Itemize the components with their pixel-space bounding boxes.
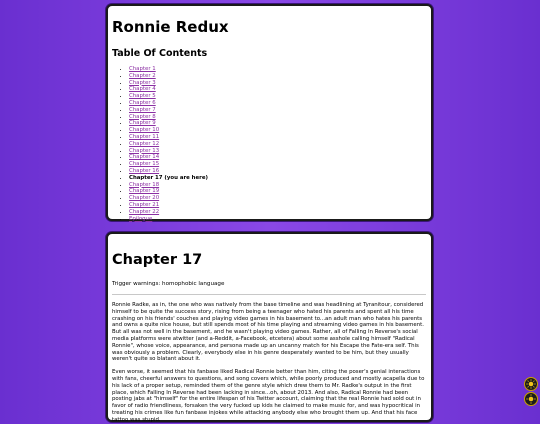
toc-link[interactable]: Epilogue — [129, 215, 153, 222]
toc-item — [129, 182, 426, 189]
toc-heading: Table Of Contents — [112, 48, 208, 59]
toc-link[interactable]: Chapter 8 — [129, 113, 156, 120]
chapter-title: Chapter 17 — [112, 252, 203, 268]
toc-link[interactable]: Chapter 18 — [129, 181, 160, 188]
toc-link[interactable]: Chapter 7 — [129, 106, 156, 113]
toc-item — [129, 73, 426, 80]
toc-item — [129, 148, 426, 155]
toc-link[interactable]: Chapter 11 — [129, 133, 160, 140]
toc-card — [106, 4, 433, 221]
toc-item — [129, 100, 426, 107]
toc-item — [129, 66, 426, 73]
toc-item — [129, 168, 426, 175]
toc-item — [129, 86, 426, 93]
toc-link[interactable]: Chapter 16 — [129, 167, 160, 174]
toc-link[interactable]: Chapter 4 — [129, 86, 156, 93]
theme-toggle-button[interactable] — [524, 377, 538, 391]
chapter-paragraph: Even worse, it seemed that his fanbase liked Radical Ronnie better than him, citing the poser's genial interactions with fans, cheerful answers to questions, and song covers which, while poorly produced and mostly acapella due to his lack of a proper setup, reminded them of the genre style which drew them to Mr. Radke's output in the first place, which Falling In Reverse had been lacking in since...oh, about 2013. And also, Radical Ronnie had been posting jabs at "himself" for the entire lifespan of his Twitter account, claiming that the real Ronnie had sold out in favor of radio friendliness, forsaken the very fucked up kids he claimed to make music for, and was hypocritical in treating his crimes like fun fanbase injokes while attacking anybody else who brought them up. And that his face tattoo was stupid. — [112, 369, 425, 423]
toc-item — [129, 216, 426, 223]
toc-link[interactable]: Chapter 1 — [129, 66, 156, 72]
toc-item — [129, 93, 426, 100]
toc-link[interactable]: Chapter 14 — [129, 154, 160, 161]
toc-item — [129, 114, 426, 121]
toc-link[interactable]: Chapter 2 — [129, 72, 156, 79]
toc-link[interactable]: Chapter 6 — [129, 99, 156, 106]
toc-link[interactable]: Chapter 13 — [129, 147, 160, 154]
toc-link[interactable]: Chapter 10 — [129, 127, 160, 134]
toc-link[interactable]: Chapter 3 — [129, 79, 156, 86]
site-title: Ronnie Redux — [112, 18, 229, 36]
toc-link[interactable]: Chapter 22 — [129, 208, 160, 215]
toc-item — [129, 80, 426, 87]
toc-link[interactable]: Chapter 12 — [129, 140, 160, 147]
sun-icon — [526, 379, 536, 389]
chapter-card — [106, 232, 433, 422]
toc-item — [129, 141, 426, 148]
toc-link[interactable]: Chapter 9 — [129, 120, 156, 127]
toc-item — [129, 202, 426, 209]
toc-link[interactable]: Chapter 5 — [129, 93, 156, 100]
toc-link[interactable]: Chapter 21 — [129, 201, 160, 208]
toc-item — [129, 127, 426, 134]
toc-item — [129, 154, 426, 161]
divider — [112, 294, 426, 295]
toc-item — [129, 107, 426, 114]
toc-link[interactable]: Chapter 20 — [129, 195, 160, 202]
toc-item — [129, 209, 426, 216]
toc-item — [129, 195, 426, 202]
toc-item — [129, 120, 426, 127]
chapter-paragraph: Ronnie Radke, as in, the one who was natively from the base timeline and was headlining at Tyranitour, considered himself to be quite the success story, rising from being a teenager who hated his parents and spent all his time crashing on his friends' couches and playing video games in his basement to...an adult man who hates his parents and owns a quite nice house, but still spends most of his time playing and streaming video games in his basement. But all was not well in the basement, and he wasn't playing video games. Rather, all of Falling In Reverse's social media platforms were atwitter (and a-Reddit, a-Facebook, etcetera) about some asshole calling himself "Radical Ronnie", whose voice, appearance, and persona made up an uncanny match for his Escape the Fate-era self. This was obviously a problem. Clearly, everybody else in his genre desperately wanted to be him, but they usually weren't quite so blatant about it. — [112, 302, 424, 363]
trigger-warning: Trigger warnings: homophobic language — [112, 281, 225, 287]
toc-item — [129, 134, 426, 141]
sun-icon — [526, 394, 536, 404]
toc-item — [129, 188, 426, 195]
toc-item — [129, 161, 426, 168]
toc-item: • Chapter 17 (you are here) — [129, 175, 426, 182]
toc-link[interactable]: Chapter 19 — [129, 188, 160, 195]
toc-link[interactable]: Chapter 15 — [129, 161, 160, 168]
theme-toggle-button[interactable] — [524, 392, 538, 406]
toc-list — [112, 66, 426, 222]
